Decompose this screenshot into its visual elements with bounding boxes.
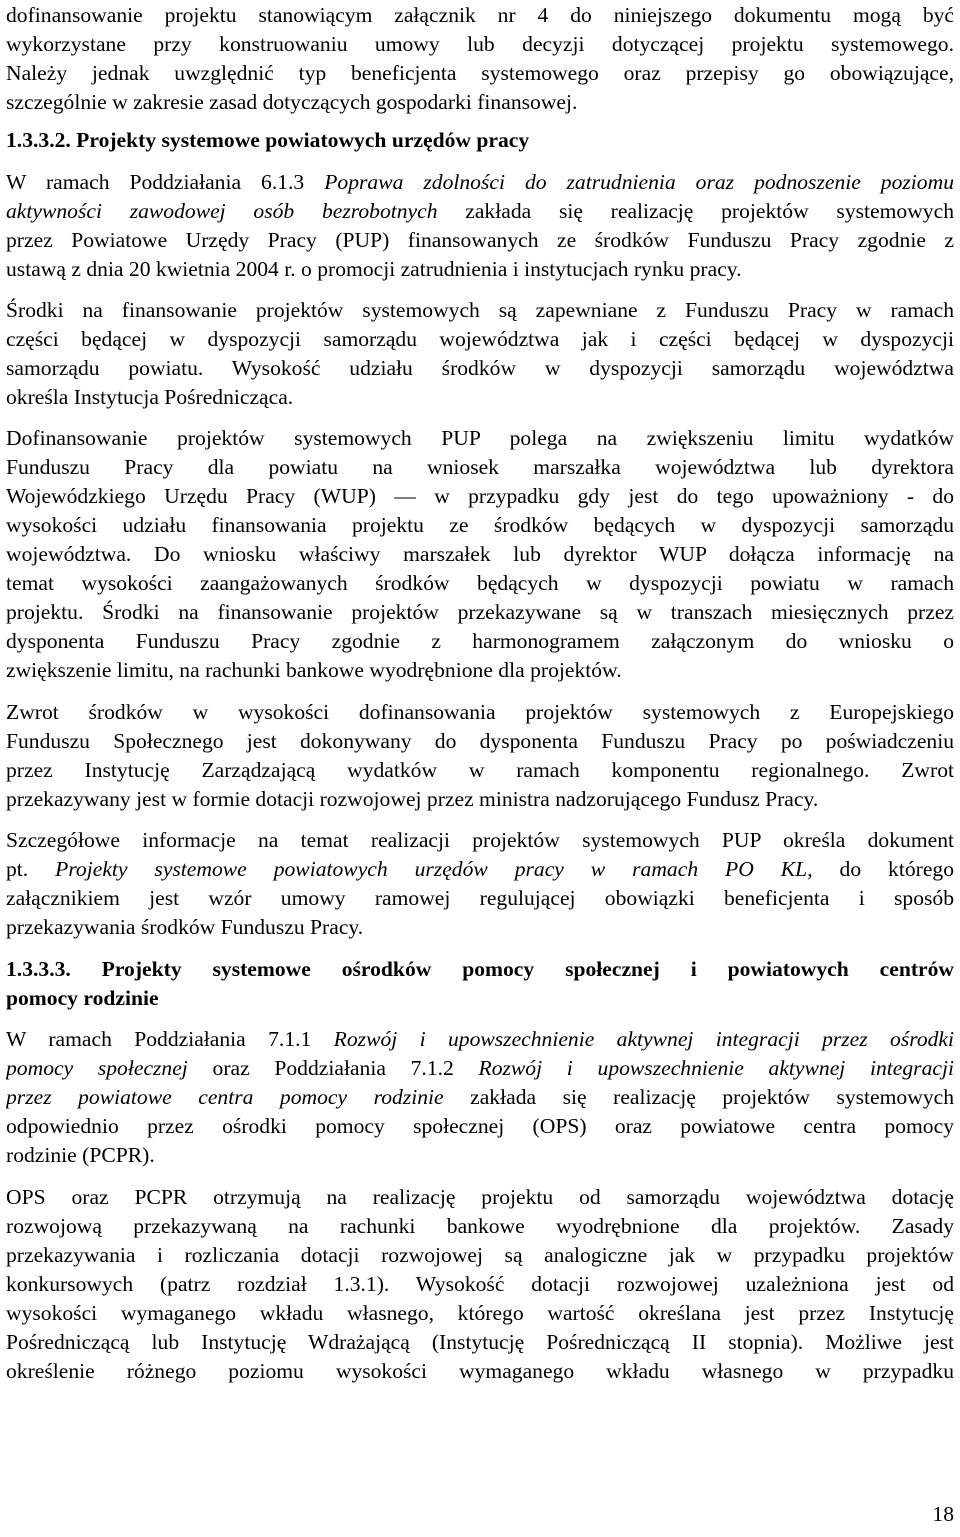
paragraph-cofinancing (6, 424, 954, 685)
text-line: zwiększenie limitu, na rachunki bankowe wyodrębnione dla projektów. (6, 658, 622, 682)
text-line: przekazywania i rozliczania dotacji rozwojowej są analogiczne jak w przypadku projektów (6, 1243, 954, 1267)
heading-text: 1.3.3.3. Projekty systemowe ośrodków pomocy społecznej i powiatowych centrów (6, 957, 954, 981)
text-line: projektu. Środki na finansowanie projektów przekazywane są w transzach miesięcznych przez (6, 600, 954, 624)
text-run: oraz Poddziałania 7.1.2 (187, 1056, 479, 1080)
text-line (6, 168, 954, 197)
text-line: wykorzystane przy konstruowaniu umowy lub decyzji dotyczącej projektu systemowego. (6, 32, 954, 56)
italic-run: Rozwój i upowszechnienie aktywnej integracji (478, 1056, 954, 1080)
text-run: W ramach Poddziałania 7.1.1 (6, 1027, 334, 1051)
paragraph-pup-intro (6, 168, 954, 284)
section-heading-1-3-3-2 (6, 126, 954, 155)
paragraph-funding-sources (6, 296, 954, 412)
text-line: rodzinie (PCPR). (6, 1143, 155, 1167)
text-run: zakłada się realizację projektów systemowych (443, 1085, 954, 1109)
section-heading-1-3-3-3 (6, 955, 954, 1013)
text-line: Dofinansowanie projektów systemowych PUP polega na zwiększeniu limitu wydatków (6, 426, 954, 450)
paragraph-intro (6, 1, 954, 117)
text-line: odpowiednio przez ośrodki pomocy społecznej (OPS) oraz powiatowe centra pomocy (6, 1114, 954, 1138)
text-line: Szczegółowe informacje na temat realizacji projektów systemowych PUP określa dokument (6, 828, 954, 852)
text-line (6, 855, 954, 884)
text-line: określa Instytucja Pośrednicząca. (6, 385, 294, 409)
italic-run: pomocy społecznej (6, 1056, 188, 1080)
text-run: , do którego (807, 857, 954, 881)
text-line: województwa. Do wniosku właściwy marszałek lub dyrektor WUP dołącza informację na (6, 542, 954, 566)
text-line: przekazywany jest w formie dotacji rozwojowej przez ministra nadzorującego Fundusz Pracy. (6, 787, 819, 811)
text-line: określenie różnego poziomu wysokości wymaganego wkładu własnego w przypadku (6, 1359, 954, 1383)
paragraph-development-grant (6, 1183, 954, 1386)
italic-run: Projekty systemowe powiatowych urzędów pracy w ramach PO KL (55, 857, 808, 881)
text-line: dysponenta Funduszu Pracy zgodnie z harmonogramem załączonym do wniosku o (6, 629, 954, 653)
text-line: przez Instytucję Zarządzającą wydatków w ramach komponentu regionalnego. Zwrot (6, 758, 954, 782)
text-line: OPS oraz PCPR otrzymują na realizację projektu od samorządu województwa dotację (6, 1185, 954, 1209)
text-run: pt. (6, 857, 56, 881)
italic-run: aktywności zawodowej osób bezrobotnych (6, 199, 438, 223)
text-line: Należy jednak uwzględnić typ beneficjenta systemowego oraz przepisy go obowiązujące, (6, 61, 954, 85)
text-line (6, 1054, 954, 1083)
text-run: W ramach Poddziałania 6.1.3 (6, 170, 325, 194)
text-line (6, 1025, 954, 1054)
text-line: wysokości wymaganego wkładu własnego, którego wartość określana jest przez Instytucję (6, 1301, 954, 1325)
text-line: części będącej w dyspozycji samorządu województwa jak i części będącej w dyspozycji (6, 327, 954, 351)
text-line: Funduszu Pracy dla powiatu na wniosek marszałka województwa lub dyrektora (6, 455, 954, 479)
text-line: samorządu powiatu. Wysokość udziału środków w dyspozycji samorządu województwa (6, 356, 954, 380)
text-line: załącznikiem jest wzór umowy ramowej regulującej obowiązki beneficjenta i sposób (6, 886, 954, 910)
text-line: Funduszu Społecznego jest dokonywany do dysponenta Funduszu Pracy po poświadczeniu (6, 729, 954, 753)
text-line (6, 1083, 954, 1112)
italic-run: Poprawa zdolności do zatrudnienia oraz podnoszenie poziomu (324, 170, 954, 194)
text-line: przez Powiatowe Urzędy Pracy (PUP) finansowanych ze środków Funduszu Pracy zgodnie z (6, 228, 954, 252)
text-line: wysokości udziału finansowania projektu ze środków będących w dyspozycji samorządu (6, 513, 954, 537)
text-line: szczególnie w zakresie zasad dotyczących gospodarki finansowej. (6, 90, 578, 114)
text-run: zakłada się realizację projektów systemowych (437, 199, 954, 223)
text-line: dofinansowanie projektu stanowiącym załącznik nr 4 do niniejszego dokumentu mogą być (6, 3, 954, 27)
text-line: ustawą z dnia 20 kwietnia 2004 r. o promocji zatrudnienia i instytucjach rynku pracy. (6, 257, 742, 281)
heading-text: pomocy rodzinie (6, 986, 159, 1010)
text-line: przekazywania środków Funduszu Pracy. (6, 915, 364, 939)
text-line (6, 197, 954, 226)
page-number: 18 (932, 1502, 954, 1526)
italic-run: przez powiatowe centra pomocy rodzinie (6, 1085, 444, 1109)
text-line: Pośredniczącą lub Instytucję Wdrażającą (Instytucję Pośredniczącą II stopnia). Możliwe jest (6, 1330, 954, 1354)
text-line: Zwrot środków w wysokości dofinansowania projektów systemowych z Europejskiego (6, 700, 954, 724)
text-line: konkursowych (patrz rozdział 1.3.1). Wysokość dotacji rozwojowej uzależniona jest od (6, 1272, 954, 1296)
text-line: rozwojową przekazywaną na rachunki bankowe wyodrębnione dla projektów. Zasady (6, 1214, 954, 1238)
paragraph-refund (6, 698, 954, 814)
text-line: temat wysokości zaangażowanych środków będących w dyspozycji powiatu w ramach (6, 571, 954, 595)
paragraph-detailed-info (6, 826, 954, 942)
heading-text: 1.3.3.2. Projekty systemowe powiatowych urzędów pracy (6, 128, 530, 152)
text-line: Wojewódzkiego Urzędu Pracy (WUP) — w przypadku gdy jest do tego upoważniony - do (6, 484, 954, 508)
paragraph-ops-pcpr-intro (6, 1025, 954, 1170)
text-line: Środki na finansowanie projektów systemowych są zapewniane z Funduszu Pracy w ramach (6, 298, 954, 322)
italic-run: Rozwój i upowszechnienie aktywnej integracji przez ośrodki (333, 1027, 954, 1051)
